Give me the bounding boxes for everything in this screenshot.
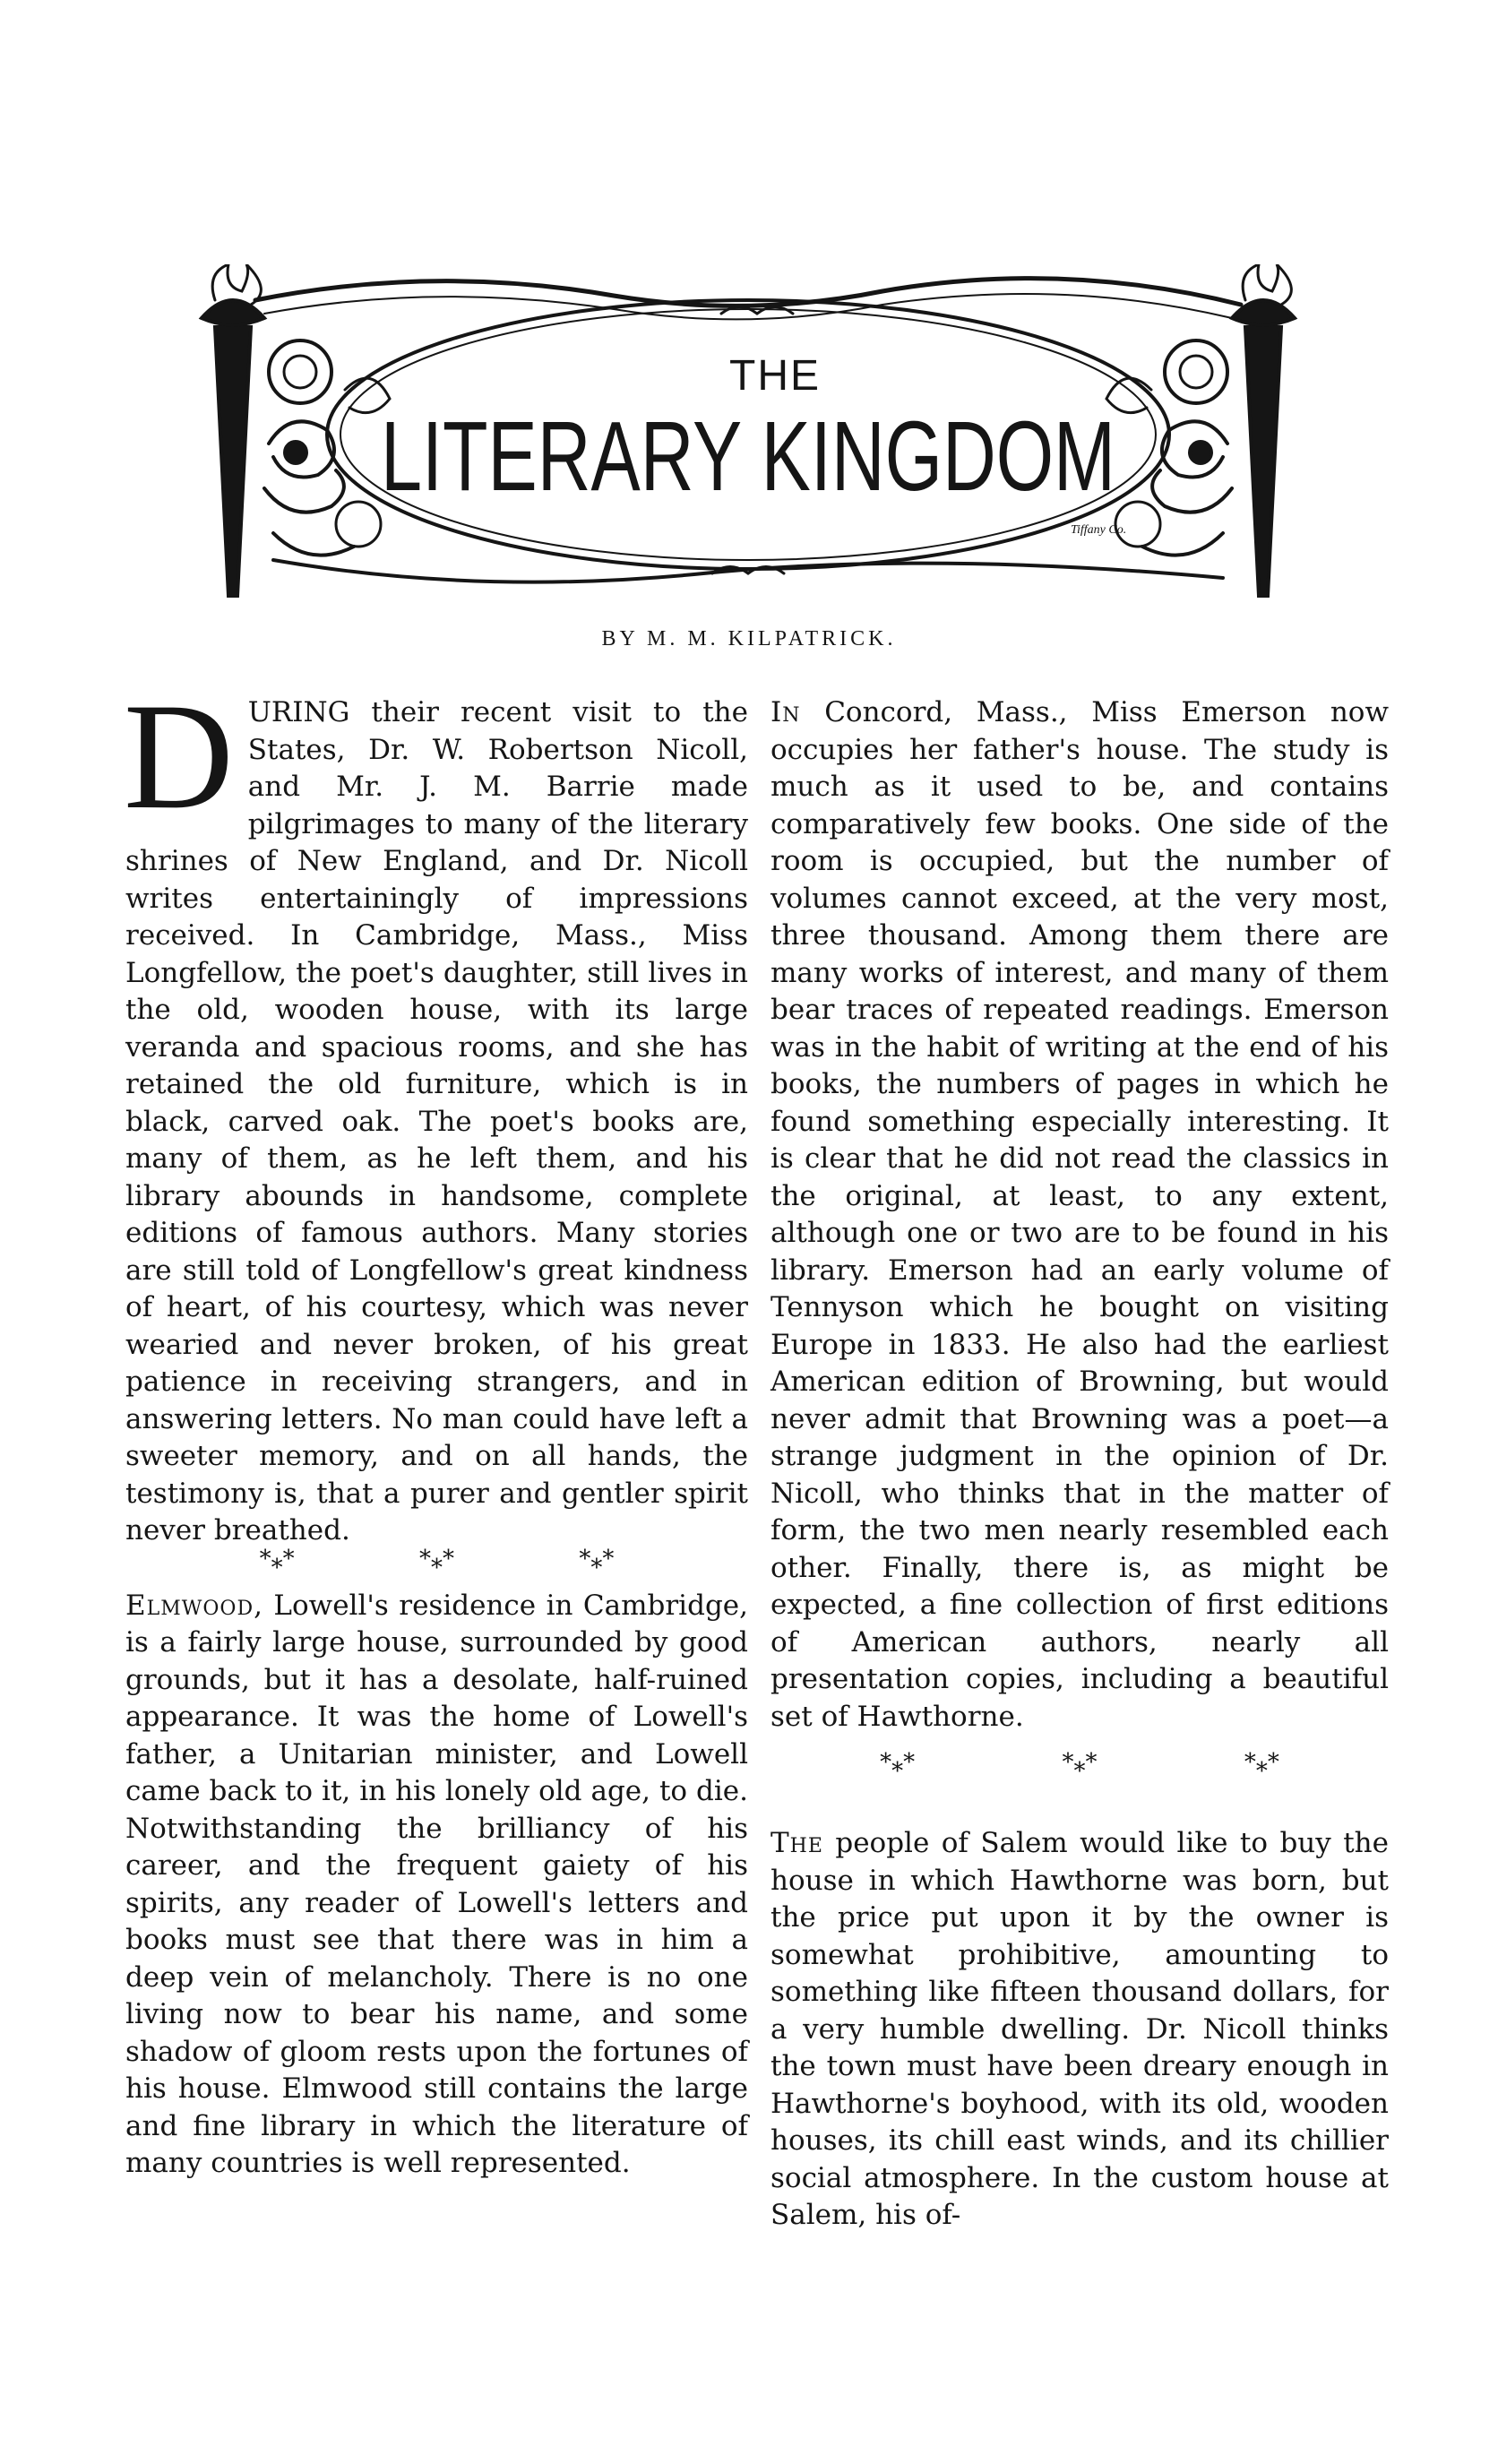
headpiece-ornament xyxy=(166,264,1330,609)
headpiece-svg xyxy=(166,264,1330,609)
right-column xyxy=(771,694,1389,2235)
paragraph-salem-lead: The xyxy=(771,1827,823,1859)
paragraph-emerson xyxy=(771,694,1389,1736)
paragraph-elmwood-text: Lowell's residence in Cambridge, is a fairly large house, surrounded by good grounds, but it has a desolate, half-ruined appearance. It was the home of Lowell's father, a Unitarian minister, and Lowell came back to it, in his lonely old age, to die. Notwithstanding the brilliancy of his career, and the frequent gaiety of his spirits, any reader of Lowell's letters and books must see that there was in him a deep vein of melancholy. There is no one living now to bear his name, and some shadow of gloom rests upon the fortunes of his house. Elmwood still contains the large and fine library in which the literature of many countries is well represented. xyxy=(125,1589,748,2179)
paragraph-emerson-text: Concord, Mass., Miss Emerson now occupies her father's house. The study is much as it used to be, and contains comparatively few books. One side of the room is occupied, but the number of volumes cannot exceed, at the very most, three thousand. Among them there are many works of interest, and many of them bear traces of repeated readings. Emerson was in the habit of writing at the end of his books, the numbers of pages in which he found something especially interesting. It is clear that he did not read the classics in the original, at least, to any extent, although one or two are to be found in his library. Emerson had an early volume of Tennyson which he bought on visiting Europe in 1833. He also had the earliest American edition of Browning, but would never admit that Browning was a poet—a strange judgment in the opinion of Dr. Nicoll, who thinks that in the matter of form, the two men nearly resembled each other. Finally, there is, as might be expected, a fine collection of first editions of American authors, nearly all presentation copies, including a beautiful set of Hawthorne. xyxy=(771,696,1389,1733)
byline: BY M. M. KILPATRICK. xyxy=(601,627,897,650)
paragraph-emerson-lead: In xyxy=(771,696,801,728)
paragraph-elmwood-lead: Elmwood, xyxy=(125,1589,263,1622)
paragraph-elmwood xyxy=(125,1588,748,2183)
header-title-large: LITERARY KINGDOM xyxy=(381,401,1115,512)
paragraph-salem xyxy=(771,1825,1389,2235)
paragraph-salem-text: people of Salem would like to buy the house in which Hawthorne was born, but the price put upon it by the owner is somewhat prohibitive, amounting to something like fifteen thousand dollars, for a very humble dwelling. Dr. Nicoll thinks the town must have been dreary enough in Hawthorne's boyhood, with its old, wooden houses, its chill east winds, and its chillier social atmosphere. In the custom house at Salem, his of- xyxy=(771,1827,1389,2231)
asterism-mark: $*_**$ xyxy=(259,1545,295,1581)
asterism-mark: $*_**$ xyxy=(1244,1749,1279,1785)
paragraph-longfellow xyxy=(124,672,748,1550)
asterism-divider xyxy=(125,1545,748,1588)
dropcap: D xyxy=(124,672,234,840)
asterism-mark: $*_**$ xyxy=(1062,1749,1098,1785)
asterism-divider xyxy=(771,1736,1389,1825)
asterism-mark: $*_**$ xyxy=(418,1545,454,1581)
asterism-mark: $*_**$ xyxy=(579,1545,615,1581)
left-column xyxy=(124,672,748,2183)
asterism-mark: $*_**$ xyxy=(880,1749,916,1785)
engraver-mark: Tiffany Co. xyxy=(1071,523,1127,537)
paragraph-longfellow-text: URING their recent visit to the States, Dr. W. Robertson Nicoll, and Mr. J. M. Barrie made pilgrimages to many of the literary shrines of New England, and Dr. Nicoll writes entertainingly of impressions received. In Cambridge, Mass., Miss Longfellow, the poet's daughter, still lives in the old, wooden house, with its large veranda and spacious rooms, and she has retained the old furniture, which is in black, carved oak. The poet's books are, many of them, as he left them, and his library abounds in handsome, complete editions of famous authors. Many stories are still told of Longfellow's great kindness of heart, of his courtesy, which was never wearied and never broken, of his great patience in receiving strangers, and in answering letters. No man could have left a sweeter memory, and on all hands, the testimony is, that a purer and gentler spirit never breathed. xyxy=(125,696,748,1546)
header-title-small: THE xyxy=(729,352,821,400)
